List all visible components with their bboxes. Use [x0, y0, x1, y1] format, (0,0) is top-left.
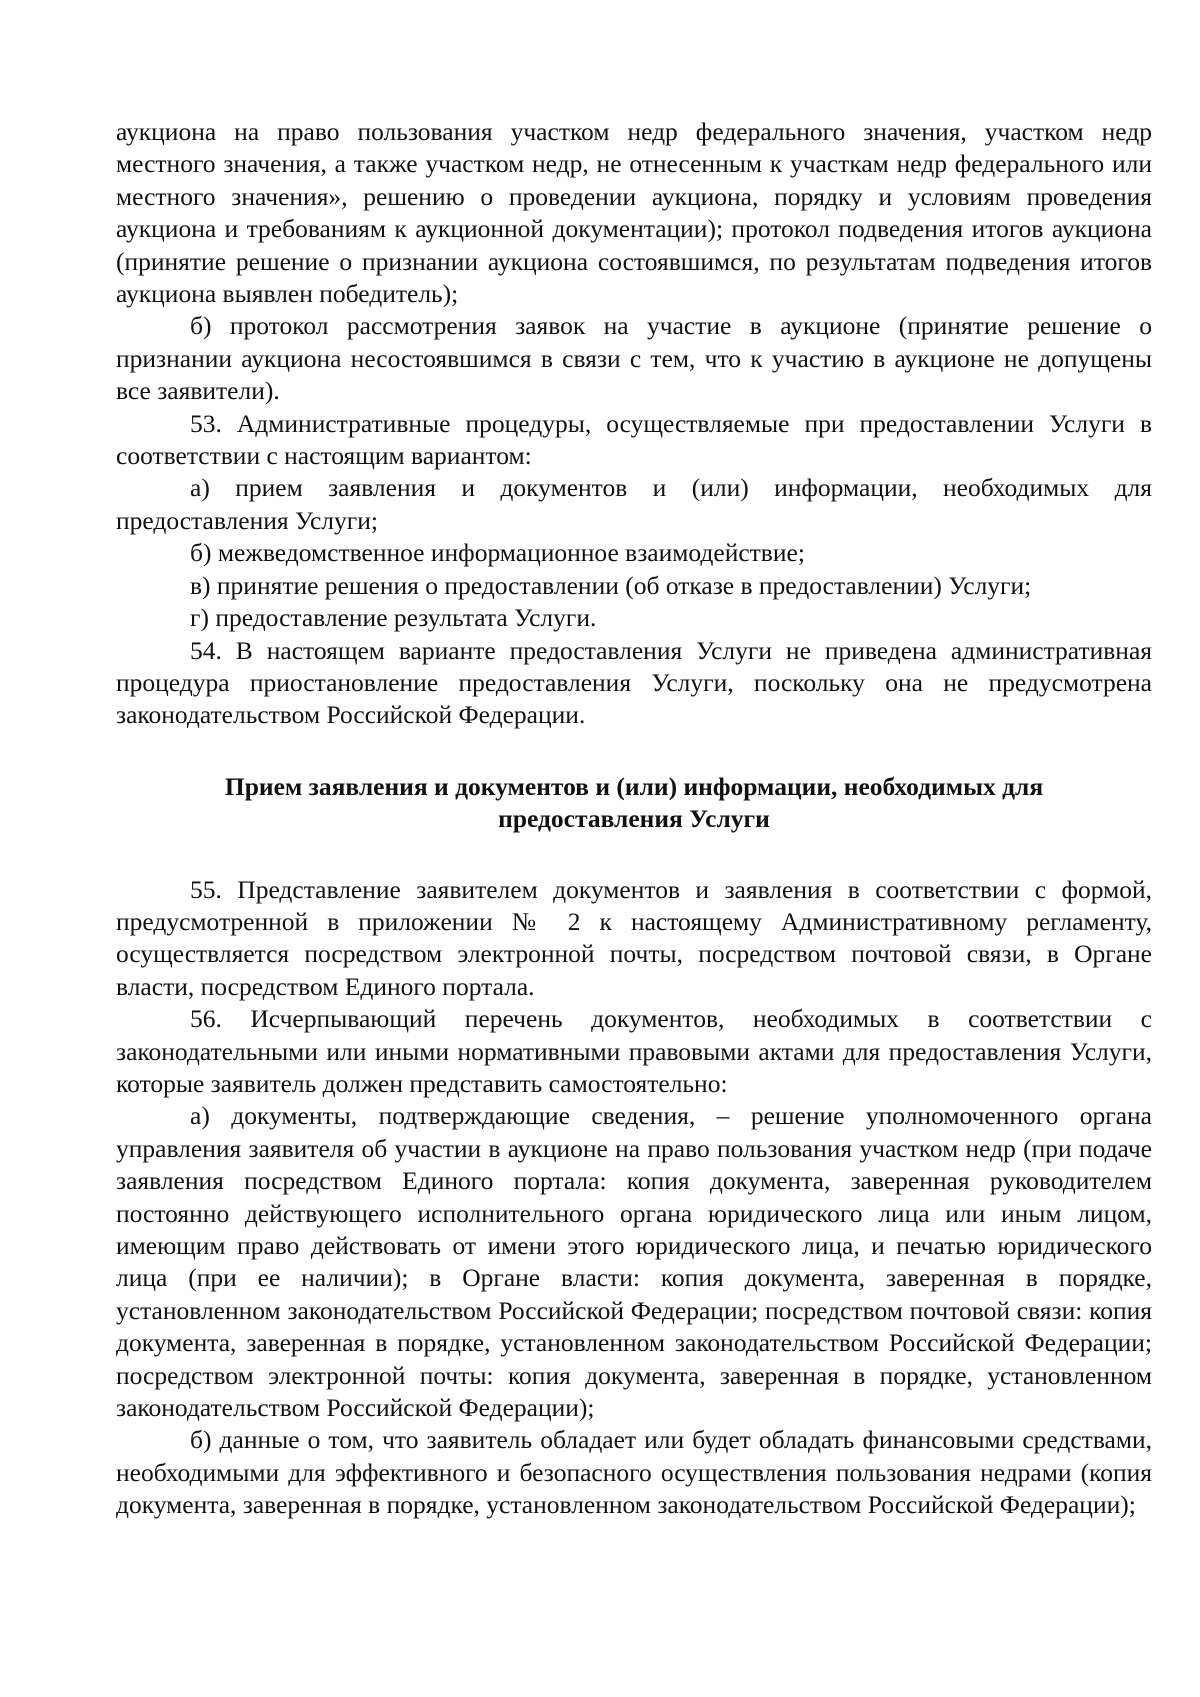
paragraph-56: 56. Исчерпывающий перечень документов, необходимых в соответствии с законодательными или иными нормативными правовыми актами для предоставления Услуги, которые заявитель должен представить самостоятельно: — [116, 1004, 1152, 1098]
paragraph-item-b-review-protocol: б) протокол рассмотрения заявок на участие в аукционе (принятие решение о признании аукциона несостоявшимся в связи с тем, что к участию в аукционе не допущены все заявители). — [116, 311, 1152, 406]
paragraph-53: 53. Административные процедуры, осуществляемые при предоставлении Услуги в соответствии с настоящим вариантом: — [116, 408, 1152, 471]
document-page — [116, 116, 1152, 1522]
section-heading-line-1: Прием заявления и документов и (или) информации, необходимых для — [224, 771, 1044, 801]
paragraph-53-item-v: в) принятие решения о предоставлении (об отказе в предоставлении) Услуги; — [190, 570, 1032, 600]
paragraph-53-item-g: г) предоставление результата Услуги. — [190, 603, 597, 633]
paragraph-55: 55. Представление заявителем документов и заявления в соответствии с формой, предусмотренной в приложении № 2 к настоящему Административному регламенту, осуществляется посредством электронной почты, посредством почтовой связи, в Органе власти, посредством Единого портала. — [116, 874, 1152, 1001]
paragraph-54: 54. В настоящем варианте предоставления Услуги не приведена административная процедура приостановление предоставления Услуги, поскольку она не предусмотрена законодательством Российской Федерации. — [116, 635, 1152, 730]
paragraph-53-item-a: а) прием заявления и документов и (или) информации, необходимых для предоставления Услуги; — [116, 473, 1152, 535]
paragraph-56-item-b: б) данные о том, что заявитель обладает или будет обладать финансовыми средствами, необходимыми для эффективного и безопасного осуществления пользования недрами (копия документа, заверенная в порядке, установленном законодательством Российской Федерации); — [116, 1425, 1152, 1520]
section-heading-line-2: предоставления Услуги — [498, 804, 770, 834]
section-heading — [116, 771, 1152, 836]
paragraph-53-item-b: б) межведомственное информационное взаимодействие; — [190, 538, 805, 568]
paragraph-56-item-a: а) документы, подтверждающие сведения, – решение уполномоченного органа управления заявителя об участии в аукционе на право пользования участком недр (при подаче заявления посредством Единого портала: копия документа, заверенная руководителем постоянно действующего исполнительного органа юридического лица или иным лицом, имеющим право действовать от имени этого юридического лица, и печатью юридического лица (при ее наличии); в Органе власти: копия документа, заверенная в порядке, установленном законодательством Российской Федерации; посредством почтовой связи: копия документа, заверенная в порядке, установленном законодательством Российской Федерации; посредством электронной почты: копия документа, заверенная в порядке, установленном законодательством Российской Федерации); — [116, 1101, 1152, 1423]
paragraph-auction-protocol: аукциона на право пользования участком недр федерального значения, участком недр местного значения, а также участком недр, не отнесенным к участкам недр федерального или местного значения», решению о проведении аукциона, порядку и условиям проведения аукциона и требованиям к аукционной документации); протокол подведения итогов аукциона (принятие решение о признании аукциона состоявшимся, по результатам подведения итогов аукциона выявлен победитель); — [116, 117, 1152, 309]
